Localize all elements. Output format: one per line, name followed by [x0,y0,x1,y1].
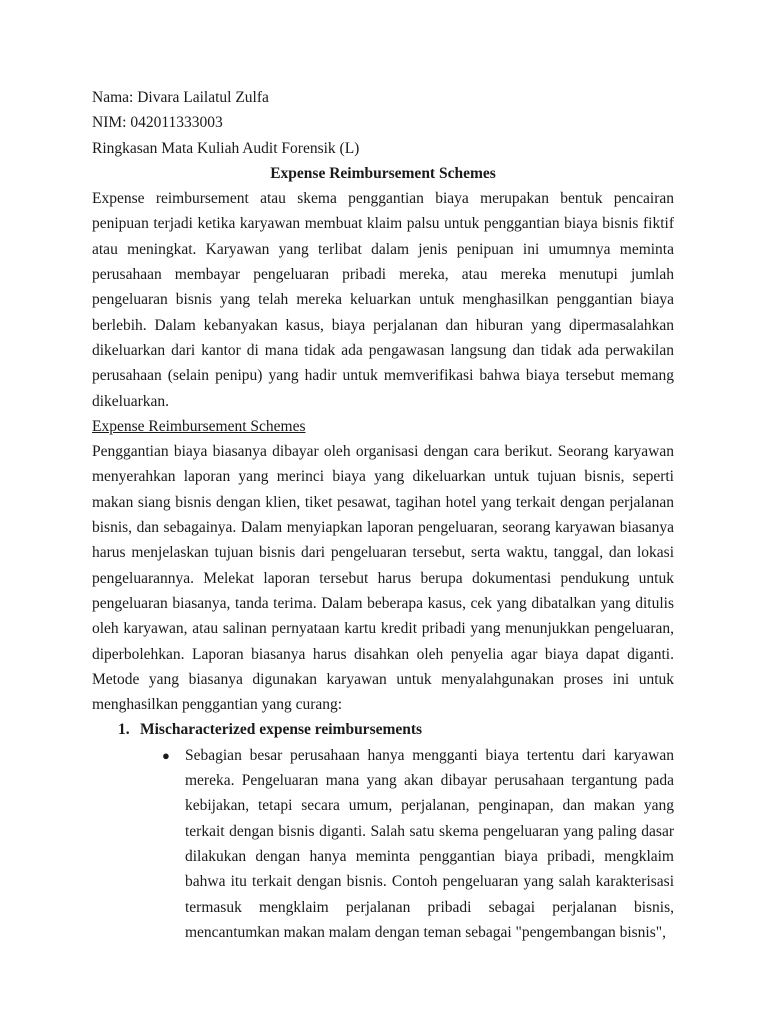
section-paragraph: Penggantian biaya biasanya dibayar oleh organisasi dengan cara berikut. Seorang karyawan menyerahkan laporan yang merinci biaya yang dikeluarkan untuk tujuan bisnis, seperti makan siang bisnis dengan klien, tiket pesawat, tagihan hotel yang terkait dengan perjalanan bisnis, dan sebagainya. Dalam menyiapkan laporan pengeluaran, seorang karyawan biasanya harus menjelaskan tujuan bisnis dari pengeluaran tersebut, serta waktu, tanggal, dan lokasi pengeluarannya. Melekat laporan tersebut harus berupa dokumentasi pendukung untuk pengeluaran biasanya, tanda terima. Dalam beberapa kasus, cek yang dibatalkan yang ditulis oleh karyawan, atau salinan pernyataan kartu kredit pribadi yang menunjukkan pengeluaran, diperbolehkan. Laporan biasanya harus disahkan oleh penyelia agar biaya dapat diganti. Metode yang biasanya digunakan karyawan untuk menyalahgunakan proses ini untuk menghasilkan penggantian yang curang: [92,443,674,714]
list-number: 1. [118,721,130,739]
course-title: Ringkasan Mata Kuliah Audit Forensik (L) [92,139,360,157]
intro-paragraph: Expense reimbursement atau skema penggantian biaya merupakan bentuk pencairan penipuan terjadi ketika karyawan membuat klaim palsu untuk penggantian biaya bisnis fiktif atau meningkat. Karyawan yang terlibat dalam jenis penipuan ini umumnya meminta perusahaan membayar pengeluaran pribadi mereka, atau mereka menutupi jumlah pengeluaran bisnis yang telah mereka keluarkan untuk menghasilkan penggantian biaya berlebih. Dalam kebanyakan kasus, biaya perjalanan dan hiburan yang dipermasalahkan dikeluarkan dari kantor di mana tidak ada pengawasan langsung dan tidak ada perwakilan perusahaan (selain penipu) yang hadir untuk memverifikasi bahwa biaya tersebut memang dikeluarkan. [92,190,674,410]
student-nim: NIM: 042011333003 [92,114,223,132]
student-name: Nama: Divara Lailatul Zulfa [92,89,269,106]
document-title: Expense Reimbursement Schemes [270,164,496,182]
bullet-item [92,743,674,945]
section-heading: Expense Reimbursement Schemes [92,417,306,435]
list-item-label: Mischaracterized expense reimbursements [140,721,423,739]
bullet-dot-icon: ● [162,747,170,763]
document-body [92,85,674,945]
bullet-text: Sebagian besar perusahaan hanya mengganti biaya tertentu dari karyawan mereka. Pengeluaran mana yang akan dibayar perusahaan tergantung pada kebijakan, tetapi secara umum, perjalanan, penginapan, dan makan yang terkait dengan bisnis diganti. Salah satu skema pengeluaran yang paling dasar dilakukan dengan hanya meminta penggantian biaya pribadi, mengklaim bahwa itu terkait dengan bisnis. Contoh pengeluaran yang salah karakterisasi termasuk mengklaim perjalanan pribadi sebagai perjalanan bisnis, mencantumkan makan malam dengan teman sebagai "pengembangan bisnis", [185,746,674,941]
list-item-1 [92,717,674,742]
